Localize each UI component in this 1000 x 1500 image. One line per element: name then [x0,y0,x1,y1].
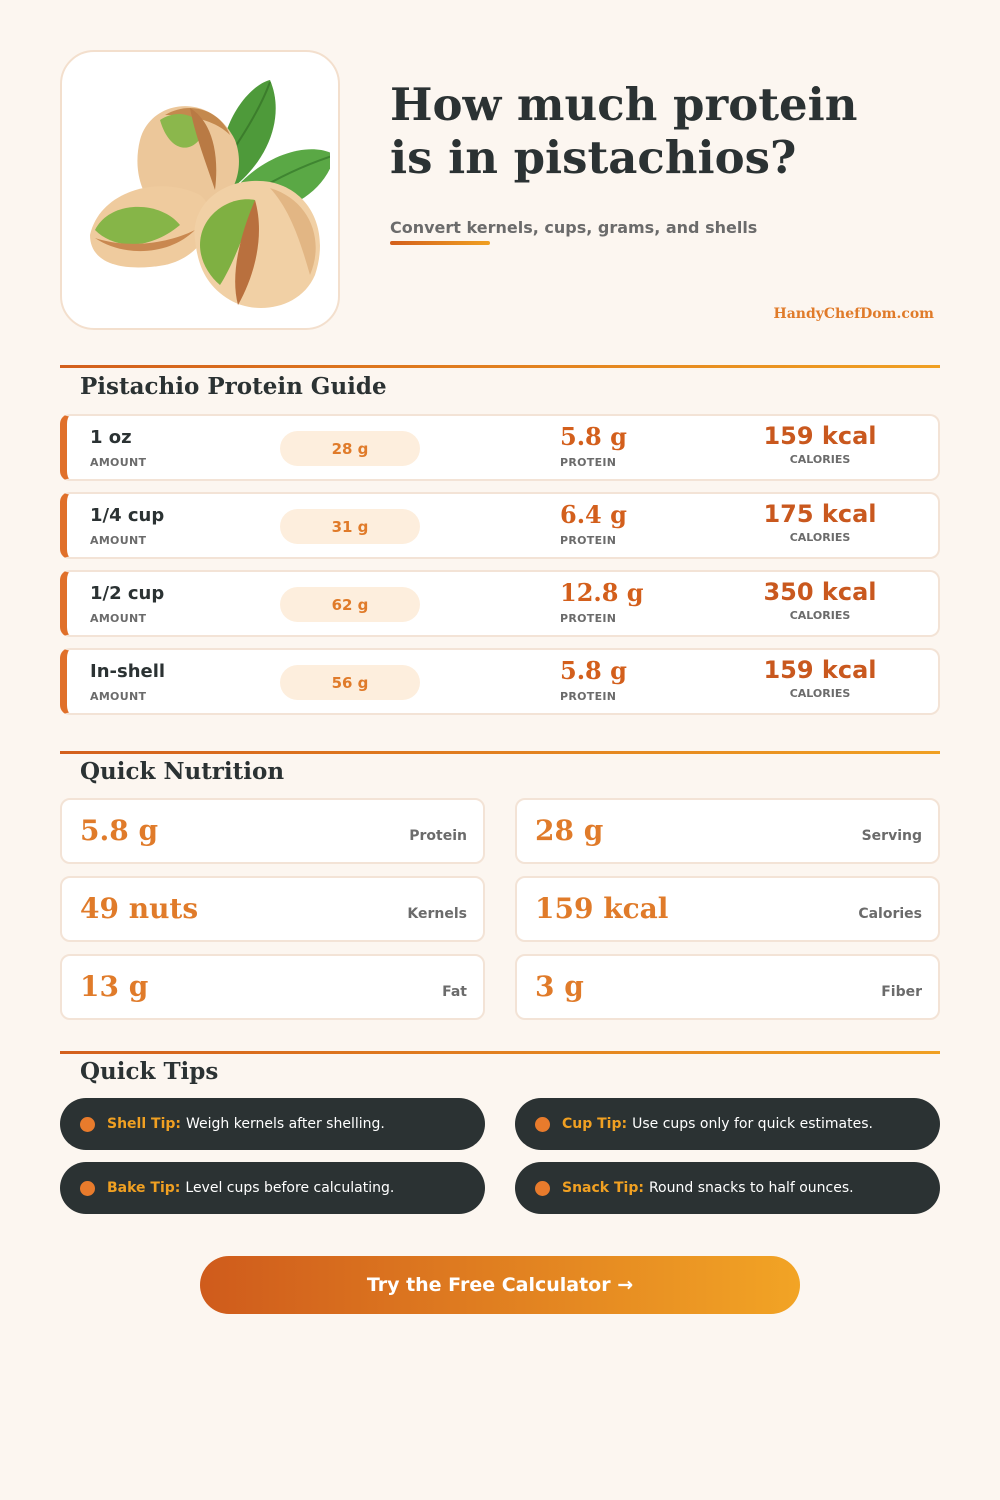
protein-label: PROTEIN [560,612,617,625]
section-divider [60,1051,940,1054]
tip-pill-shell [60,1098,485,1150]
brand-link[interactable]: HandyChefDom.com [773,306,934,322]
bullet-dot-icon [80,1117,95,1132]
calories-label: CALORIES [789,609,851,622]
pistachio-icon [70,60,330,320]
tip-label: Bake Tip: [107,1180,181,1196]
subtitle-underline [390,241,490,245]
nutrition-label: Fiber [881,984,922,1000]
tip-text: Level cups before calculating. [185,1180,395,1196]
guide-row [60,570,940,637]
tip-label: Snack Tip: [562,1180,644,1196]
grams-pill: 62 g [280,587,420,622]
page-title [390,78,950,184]
guide-calories: 175 kcal [763,500,877,528]
tip-text: Round snacks to half ounces. [648,1180,854,1196]
tip-pill-bake [60,1162,485,1214]
nutrition-value: 49 nuts [80,892,199,925]
guide-row [60,414,940,481]
amount-label: AMOUNT [90,534,147,547]
calories-label: CALORIES [789,531,851,544]
grams-pill: 56 g [280,665,420,700]
protein-label: PROTEIN [560,690,617,703]
section-divider [60,365,940,368]
bullet-dot-icon [80,1181,95,1196]
nutrition-value: 3 g [535,970,584,1003]
hero-image-card [60,50,340,330]
title-line-2: is in pistachios? [390,131,797,184]
guide-protein: 6.4 g [560,500,627,529]
calories-label: CALORIES [789,687,851,700]
calories-block [740,578,900,622]
protein-label: PROTEIN [560,534,617,547]
nutrition-card-serving [515,798,940,864]
amount-label: AMOUNT [90,612,147,625]
calories-block [740,422,900,466]
tip-label: Shell Tip: [107,1116,181,1132]
nutrition-title: Quick Nutrition [80,758,285,785]
guide-amount: 1 oz [90,427,132,448]
guide-calories: 159 kcal [763,422,877,450]
tips-title: Quick Tips [80,1058,219,1085]
protein-label: PROTEIN [560,456,617,469]
calculator-cta-button[interactable]: Try the Free Calculator → [200,1256,800,1314]
nutrition-card-fiber [515,954,940,1020]
tip-pill-cup [515,1098,940,1150]
nutrition-card-calories [515,876,940,942]
guide-title: Pistachio Protein Guide [80,373,387,400]
grams-pill: 28 g [280,431,420,466]
guide-protein: 5.8 g [560,656,627,685]
page-subtitle: Convert kernels, cups, grams, and shells [390,218,758,237]
guide-amount: 1/2 cup [90,583,165,604]
nutrition-card-fat [60,954,485,1020]
bullet-dot-icon [535,1181,550,1196]
section-divider [60,751,940,754]
amount-label: AMOUNT [90,690,147,703]
nutrition-label: Protein [409,828,467,844]
nutrition-value: 28 g [535,814,604,847]
calories-block [740,500,900,544]
tip-text: Weigh kernels after shelling. [186,1116,385,1132]
nutrition-label: Fat [442,984,467,1000]
nutrition-value: 13 g [80,970,149,1003]
guide-row [60,492,940,559]
calories-label: CALORIES [789,453,851,466]
nutrition-label: Kernels [407,906,467,922]
nutrition-card-protein [60,798,485,864]
title-line-1: How much protein [390,78,858,131]
guide-amount: In-shell [90,661,166,682]
guide-protein: 5.8 g [560,422,627,451]
bullet-dot-icon [535,1117,550,1132]
nutrition-value: 159 kcal [535,892,669,925]
tip-text: Use cups only for quick estimates. [632,1116,873,1132]
guide-protein: 12.8 g [560,578,644,607]
nutrition-label: Serving [861,828,922,844]
guide-amount: 1/4 cup [90,505,165,526]
tip-pill-snack [515,1162,940,1214]
grams-pill: 31 g [280,509,420,544]
tip-label: Cup Tip: [562,1116,628,1132]
guide-calories: 159 kcal [763,656,877,684]
nutrition-card-kernels [60,876,485,942]
calories-block [740,656,900,700]
guide-calories: 350 kcal [763,578,877,606]
guide-row [60,648,940,715]
nutrition-value: 5.8 g [80,814,159,847]
amount-label: AMOUNT [90,456,147,469]
nutrition-label: Calories [858,906,922,922]
